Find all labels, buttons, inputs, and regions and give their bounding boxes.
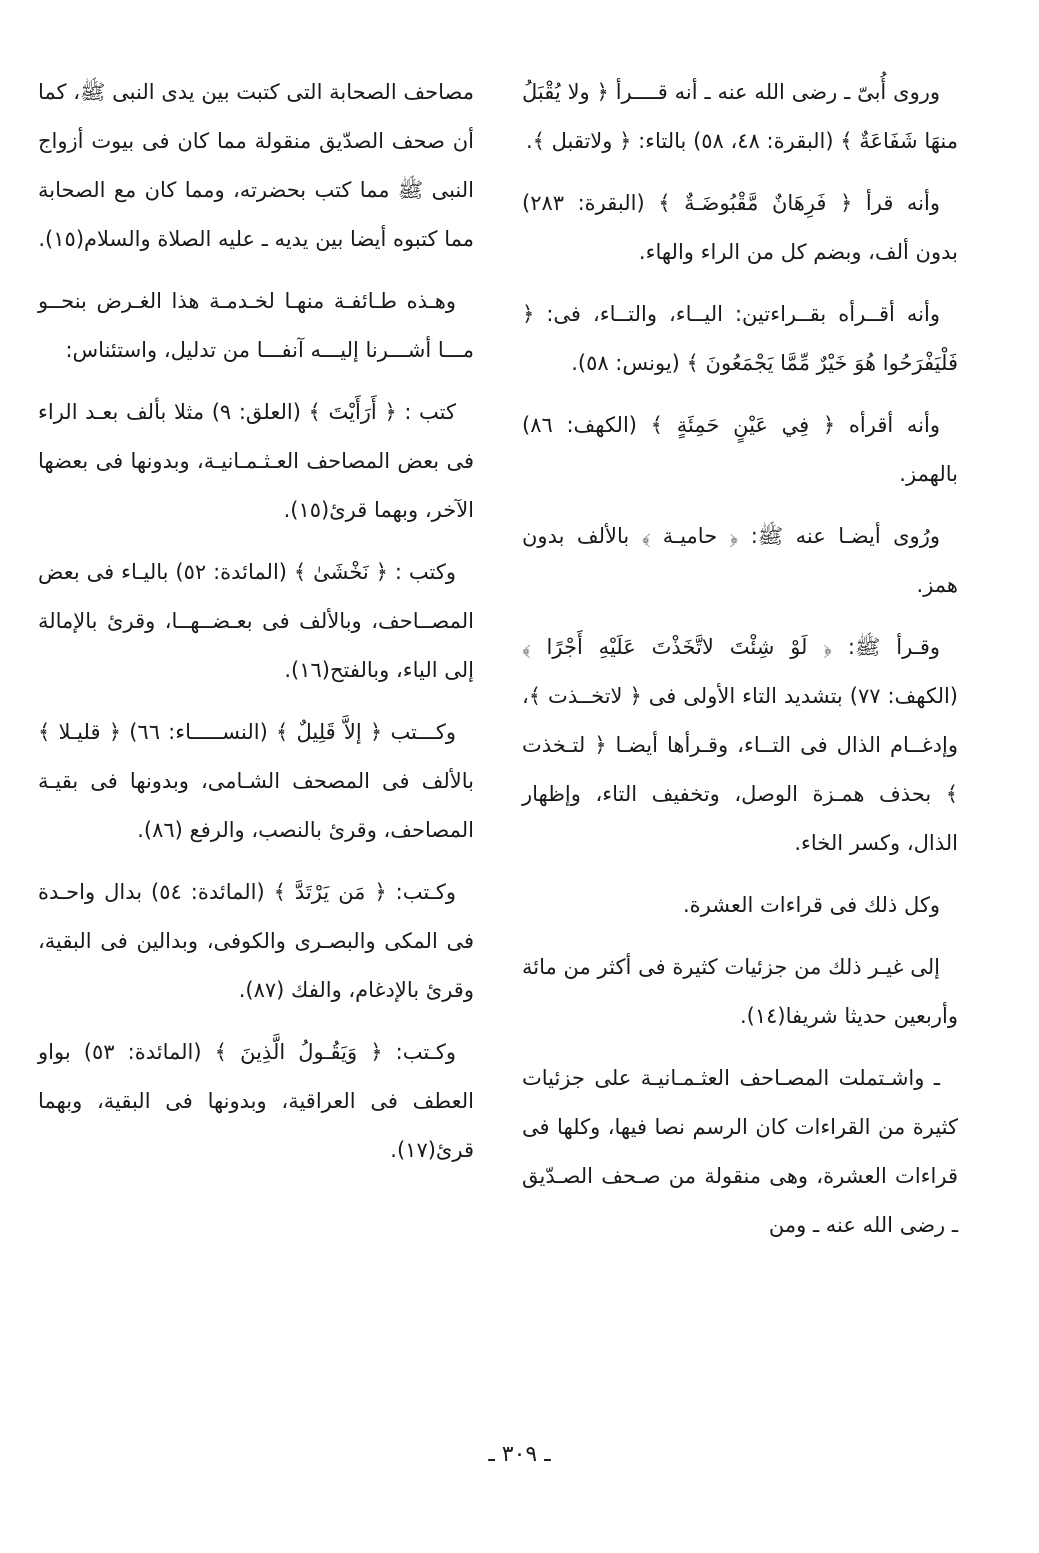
paragraph: وروى أُبىّ ـ رضى الله عنه ـ أنه قــــرأ ﴿ ولا يُقْبَلُ منهَا شَفَاعَةٌ ﴾ (البقرة: ٤٨، ٥٨) بالتاء: ﴿ ولاتقبل ﴾. — [522, 80, 958, 153]
paragraph: وكـتب: ﴿ وَيَقُـولُ الَّذِينَ ﴾ (المائدة: ٥٣) بواو العطف فى العراقية، وبدونها فى البقية، وبهما قرئ(١٧). — [38, 1040, 474, 1162]
paragraph: ـ واشـتملت المصـاحف العثـمـانيـة على جزئيات كثيرة من القراءات كان الرسم نصا فيها، وكلها فى قراءات العشرة، وهى منقولة من صـحف الصـدّيق ـ رضى الله عنه ـ ومن — [522, 1066, 958, 1237]
right-text-column — [522, 68, 958, 1263]
paragraph: وقـرأ ﷺ: ﴿ لَوْ شِئْتَ لاتَّخَذْتَ عَلَيْهِ أَجْرًا ﴾ (الكهف: ٧٧) بتشديد التاء الأولى فى ﴿ لاتخــذت ﴾، وإدغــام الذال فى التــاء، وقـرأها أيضـا ﴿ لتـخذت ﴾ بحذف همـزة الوصل، وتخفيف التاء، وإظهار الذال، وكسر الخاء. — [522, 635, 958, 855]
paragraph: وكـــتب ﴿ إلاَّ قَلِيلٌ ﴾ (النســـــاء: ٦٦) ﴿ قليـلا ﴾ بالألف فى المصحف الشـامى، وبدونها فى بقيـة المصاحف، وقرئ بالنصب، والرفع (٨٦). — [38, 720, 474, 842]
paragraph: وكتب : ﴿ نَخْشَىٰ ﴾ (المائدة: ٥٢) باليـاء فى بعض المصــاحف، وبالألف فى بعـضــهــا، وقرئ بالإمالة إلى الياء، وبالفتح(١٦). — [38, 560, 474, 682]
paragraph: وهـذه طـائفـة منهـا لخـدمـة هذا الغـرض بنحــو مـــا أشـــرنا إليـــه آنفـــا من تدليل، واستئناس: — [38, 289, 474, 362]
paragraph: وأنه قرأ ﴿ فَرِهَانٌ مَّقْبُوضَـةٌ ﴾ (البقرة: ٢٨٣) بدون ألف، وبضم كل من الراء والهاء. — [522, 191, 958, 264]
paragraph: ورُوى أيضـا عنه ﷺ: ﴿ حاميـة ﴾ بالألف بدون همز. — [522, 524, 958, 597]
paragraph: إلى غيـر ذلك من جزئيات كثيرة فى أكثر من مائة وأربعين حديثا شريفا(١٤). — [522, 955, 958, 1028]
paragraph: وأنه أقرأه ﴿ فِي عَيْنٍ حَمِئَةٍ ﴾ (الكهف: ٨٦) بالهمز. — [522, 413, 958, 486]
paragraph: كتب : ﴿ أَرَأَيْتَ ﴾ (العلق: ٩) مثلا بألف بعـد الراء فى بعض المصاحف العـثـمـانيـة، وبدونها فى بعضها الآخر، وبهما قرئ(١٥). — [38, 400, 474, 522]
paragraph: وكـتب: ﴿ مَن يَرْتَدَّ ﴾ (المائدة: ٥٤) بدال واحـدة فى المكى والبصـرى والكوفى، وبدالين فى البقية، وقرئ بالإدغام، والفك (٨٧). — [38, 880, 474, 1002]
paragraph: مصاحف الصحابة التى كتبت بين يدى النبى ﷺ، كما أن صحف الصدّيق منقولة مما كان فى بيوت أزواج النبى ﷺ مما كتب بحضرته، ومما كان مع الصحابة مما كتبوه أيضا بين يديه ـ عليه الصلاة والسلام(١٥). — [38, 80, 474, 251]
paragraph: وكل ذلك فى قراءات العشرة. — [682, 893, 940, 917]
paragraph: وأنه أقــرأه بقــراءتين: اليــاء، والتــاء، فى: ﴿ فَلْيَفْرَحُوا هُوَ خَيْرٌ مِّمَّا يَجْمَعُونَ ﴾ (يونس: ٥٨). — [522, 302, 958, 375]
left-text-column — [38, 68, 474, 1188]
page-number: ـ ٣٠٩ ـ — [488, 1442, 551, 1467]
